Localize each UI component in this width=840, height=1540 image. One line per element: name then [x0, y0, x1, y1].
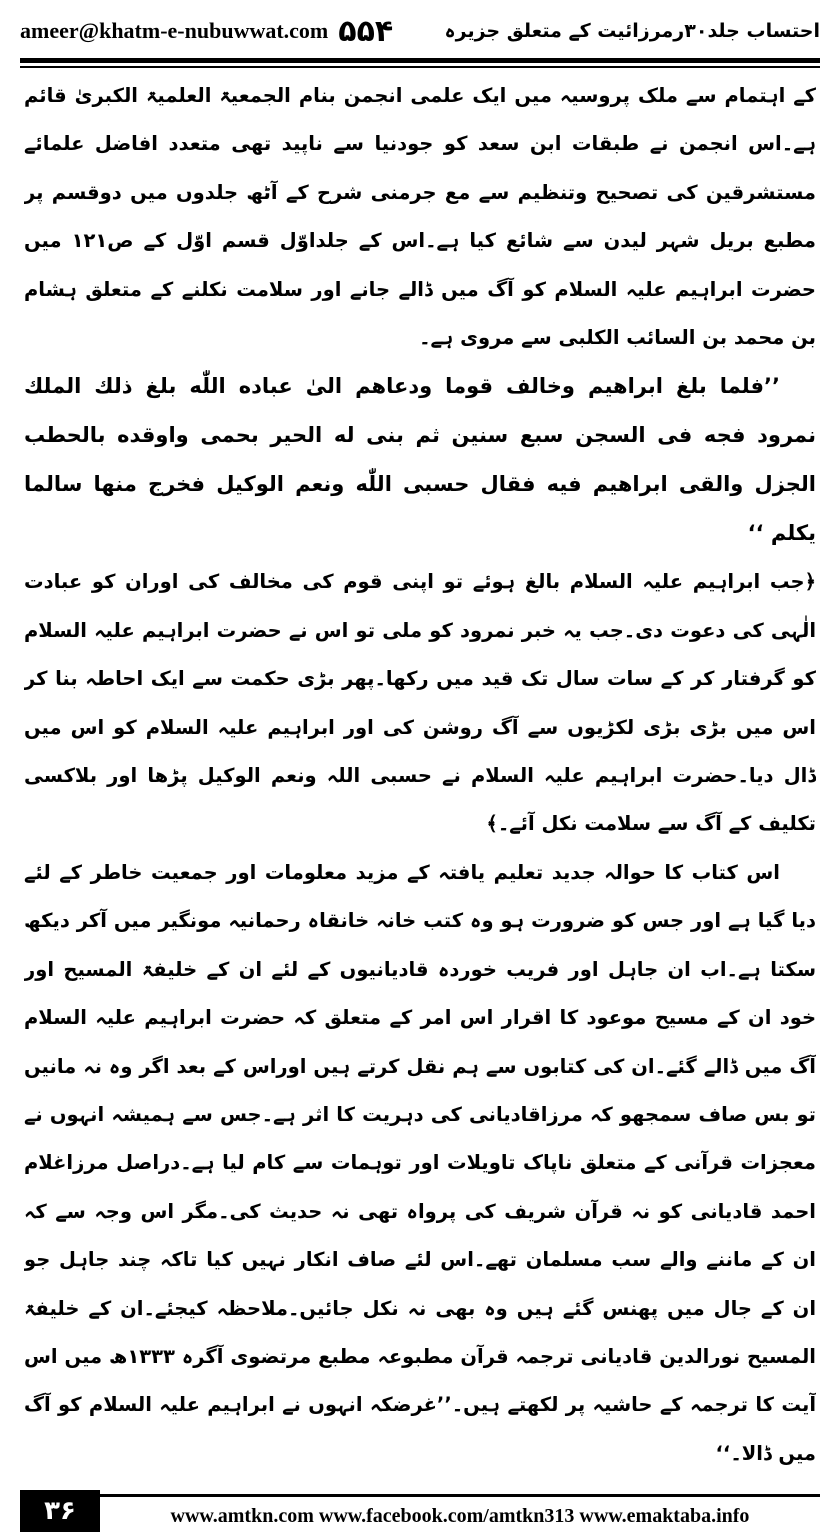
paragraph-commentary: اس کتاب کا حوالہ جدید تعلیم یافتہ کے مزید معلومات اور جمعیت خاطر کے لئے دیا گیا ہے اور جس کو ضرورت ہو وہ کتب خانہ خانقاہ رحمانیہ مونگیر میں آکر دیکھ سکتا ہے۔اب ان جاہل اور فریب خوردہ قادیانیوں کے لئے ان کے خلیفۃ المسیح اور خود ان کے مسیح موعود کا اقرار اس امر کے متعلق کہ حضرت ابراہیم علیہ السلام آگ میں ڈالے گئے۔ان کی کتابوں سے ہم نقل کرتے ہیں اوراس کے بعد اگر وہ نہ مانیں تو بس صاف سمجھو کہ مرزاقادیانی کی دہریت کا اثر ہے۔جس سے ہمیشہ انہوں نے معجزات قرآنی کے متعلق ناپاک تاویلات اور توہمات سے کام لیا ہے۔دراصل مرزاغلام احمد قادیانی کو نہ قرآن شریف کی پرواہ تھی نہ حدیث کی۔مگر اس وجہ سے کہ ان کے ماننے والے سب مسلمان تھے۔اس لئے صاف انکار نہیں کیا تاکہ چند جاہل جو ان کے جال میں پھنس گئے ہیں وہ بھی نہ نکل جائیں۔ملاحظہ کیجئے۔ان کے خلیفۃ المسیح نورالدین قادیانی ترجمہ قرآن مطبوعہ مطبع مرتضوی آگرہ ۱۳۳۳ھ میں اس آیت کا ترجمہ کے حاشیہ پر لکھتے ہیں۔’’غرضکہ انہوں نے ابراہیم علیہ السلام کو آگ میں ڈالا۔‘‘: [24, 860, 816, 1465]
header-left: [20, 14, 393, 49]
header-page-number: ۵۵۴: [338, 13, 394, 49]
page-body: [24, 72, 816, 1480]
paragraph-closing: [24, 1478, 816, 1480]
header-rule-thick: [20, 58, 820, 63]
page-header: [20, 8, 820, 54]
header-title: احتساب جلد۳۰رمرزائیت کے متعلق جزیرہ: [444, 20, 820, 42]
paragraph-intro: کے اہتمام سے ملک پروسیہ میں ایک علمی انجمن بنام الجمعیۃ العلمیۃ الکبریٰ قائم ہے۔اس انجمن نے طبقات ابن سعد کو جودنیا سے ناپید تھی متعدد افاضل علمائے مستشرقین کی تصحیح وتنظیم سے مع جرمنی شرح کے آٹھ جلدوں میں دوقسم پر مطبع بریل شہر لیدن سے شائع کیا ہے۔اس کے جلداوّل قسم اوّل کے ص۱۲۱ میں حضرت ابراہیم علیہ السلام کو آگ میں ڈالے جانے اور سلامت نکلنے کے متعلق ہشام بن محمد بن السائب الکلبی سے مروی ہے۔: [24, 84, 816, 350]
page-footer: [20, 1490, 820, 1532]
paragraph-translation: ﴿جب ابراہیم علیہ السلام بالغ ہوئے تو اپنی قوم کی مخالف کی اوران کو عبادت الٰہی کی دعوت دی۔جب یہ خبر نمرود کو ملی تو اس نے حضرت ابراہیم علیہ السلام کو گرفتار کر کے سات سال تک قید میں رکھا۔پھر بڑی حکمت سے ایک احاطہ بنا کر اس میں بڑی بڑی لکڑیوں سے آگ روشن کی اور ابراہیم علیہ السلام کو اس میں ڈال دیا۔حضرت ابراہیم علیہ السلام نے حسبی اللہ ونعم الوکیل پڑھا اور بلاکسی تکلیف کے آگ سے سلامت نکل آئے۔﴾: [24, 570, 816, 836]
header-email: ameer@khatm-e-nubuwwat.com: [20, 18, 329, 43]
header-rule-thin: [20, 66, 820, 68]
footer-page-number: ۳۶: [20, 1490, 100, 1532]
footer-links: www.amtkn.com www.facebook.com/amtkn313 www.emaktaba.info: [100, 1494, 820, 1532]
paragraph-arabic-quote: ’’فلما بلغ ابراهيم وخالف قوما ودعاهم الىٰ عباده اللّٰه بلغ ذلك الملك نمرود فجه فى السجن سبع سنين ثم بنى له الحير بحمى واوقده بالحطب الجزل والقى ابراهيم فيه فقال حسبى اللّٰه ونعم الوكيل فخرج منها سالما يكلم ‘‘: [24, 374, 816, 546]
